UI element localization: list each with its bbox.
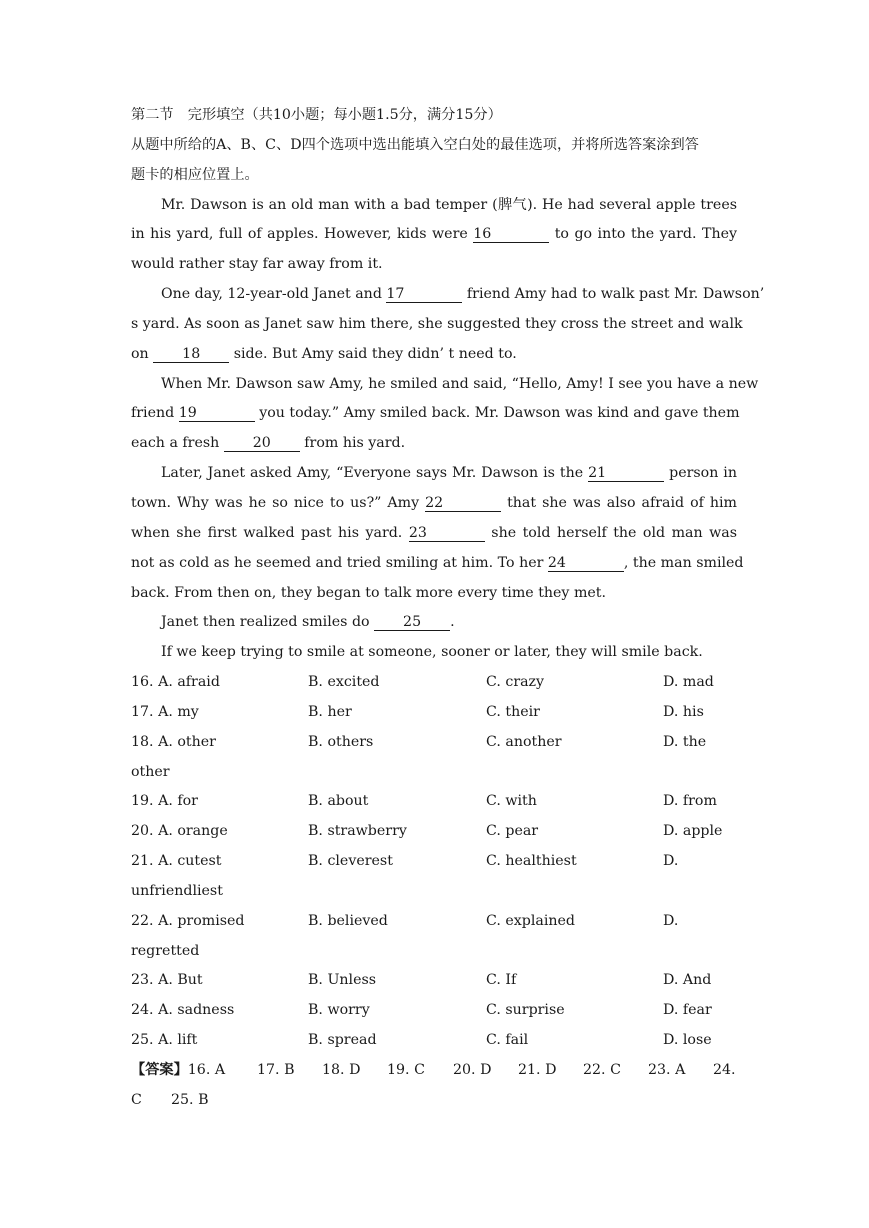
answer-item: 20. D xyxy=(453,1062,492,1078)
question-row xyxy=(131,847,737,877)
option-wrap: other xyxy=(131,763,170,780)
option-b: B. spread xyxy=(308,1032,377,1049)
passage-line: Mr. Dawson is an old man with a bad temper (脾气). He had several apple trees xyxy=(161,196,737,213)
blank-23: 23 xyxy=(409,525,485,542)
question-row xyxy=(131,966,737,996)
option-c: C. another xyxy=(486,733,562,750)
question-row xyxy=(131,817,737,847)
passage-line: each a fresh 20 from his yard. xyxy=(131,435,406,452)
answer-label: 【答案】 xyxy=(131,1062,188,1078)
option-wrap: unfriendliest xyxy=(131,882,223,899)
answer-item: 18. D xyxy=(322,1062,361,1078)
answer-item: C xyxy=(131,1091,142,1108)
answer-item: 21. D xyxy=(518,1062,557,1078)
question-row xyxy=(131,787,737,817)
passage-line: on 18 side. But Amy said they didn’ t need to. xyxy=(131,345,517,362)
question-row xyxy=(131,1026,737,1056)
option-d: D. from xyxy=(663,793,717,810)
answer-item: 25. B xyxy=(171,1091,209,1108)
option-a: 23. A. But xyxy=(131,972,203,989)
option-d: D. And xyxy=(663,972,712,989)
option-c: C. explained xyxy=(486,912,575,929)
passage-line: would rather stay far away from it. xyxy=(131,256,383,273)
option-b: B. worry xyxy=(308,1002,370,1019)
option-a: 25. A. lift xyxy=(131,1032,198,1049)
option-a: 20. A. orange xyxy=(131,823,228,840)
question-row xyxy=(131,907,737,937)
answer-line-1 xyxy=(131,1056,737,1086)
option-c: C. pear xyxy=(486,823,539,840)
instructions-line-1: 从题中所给的A、B、C、D四个选项中选出能填入空白处的最佳选项，并将所选答案涂到答 xyxy=(131,136,699,153)
blank-24: 24 xyxy=(548,555,624,572)
option-c: C. fail xyxy=(486,1032,529,1049)
blank-18: 18 xyxy=(153,346,229,363)
answer-item: 17. B xyxy=(257,1062,295,1078)
option-b: B. cleverest xyxy=(308,853,393,870)
passage-line: Janet then realized smiles do 25 . xyxy=(161,614,455,631)
blank-17: 17 xyxy=(386,286,462,303)
passage-line: in his yard, full of apples. However, kids were 16 to go into the yard. They xyxy=(131,226,738,243)
document-page xyxy=(131,101,765,1116)
option-d: D. apple xyxy=(663,823,723,840)
option-b: B. her xyxy=(308,703,352,720)
section-title: 第二节 完形填空（共10小题；每小题1.5分，满分15分） xyxy=(131,107,502,123)
blank-19: 19 xyxy=(179,405,255,422)
answer-item: 23. A xyxy=(648,1062,686,1078)
passage-line: s yard. As soon as Janet saw him there, she suggested they cross the street and walk xyxy=(131,315,743,332)
option-c: C. healthiest xyxy=(486,853,577,870)
option-d: D. lose xyxy=(663,1032,712,1049)
option-a: 19. A. for xyxy=(131,793,198,810)
question-row xyxy=(131,996,737,1026)
passage-line: friend 19 you today.” Amy smiled back. Mr. Dawson was kind and gave them xyxy=(131,405,740,422)
option-c: C. their xyxy=(486,703,540,720)
passage-line: When Mr. Dawson saw Amy, he smiled and said, “Hello, Amy! I see you have a new xyxy=(161,375,759,392)
option-d: D. his xyxy=(663,703,704,720)
option-a: 17. A. my xyxy=(131,703,199,720)
option-c: C. crazy xyxy=(486,674,545,691)
passage-line: If we keep trying to smile at someone, sooner or later, they will smile back. xyxy=(161,644,703,661)
question-row xyxy=(131,728,737,758)
option-c: C. If xyxy=(486,972,517,989)
question-list xyxy=(131,668,737,1056)
answer-line-2 xyxy=(131,1086,737,1116)
option-d: D. fear xyxy=(663,1002,712,1019)
option-d: D. the xyxy=(663,733,707,750)
passage-line: not as cold as he seemed and tried smiling at him. To her 24 , the man smiled xyxy=(131,554,744,571)
passage-line: One day, 12-year-old Janet and 17 friend Amy had to walk past Mr. Dawson’ xyxy=(161,286,765,303)
blank-16: 16 xyxy=(473,226,549,243)
option-a: 22. A. promised xyxy=(131,912,245,929)
option-a: 16. A. afraid xyxy=(131,674,220,691)
question-row xyxy=(131,698,737,728)
option-a: 18. A. other xyxy=(131,733,216,750)
option-wrap: regretted xyxy=(131,942,200,959)
option-a: 21. A. cutest xyxy=(131,853,222,870)
answer-item: 19. C xyxy=(387,1062,425,1078)
passage-line: Later, Janet asked Amy, “Everyone says Mr. Dawson is the 21 person in xyxy=(161,465,737,482)
passage-line: when she first walked past his yard. 23 she told herself the old man was xyxy=(131,524,738,541)
option-b: B. excited xyxy=(308,674,380,691)
option-b: B. Unless xyxy=(308,972,377,989)
instructions-line-2: 题卡的相应位置上。 xyxy=(131,166,259,183)
option-b: B. others xyxy=(308,733,374,750)
blank-20: 20 xyxy=(224,435,300,452)
option-b: B. strawberry xyxy=(308,823,407,840)
answer-item: 16. A xyxy=(187,1062,226,1078)
option-c: C. with xyxy=(486,793,537,810)
option-b: B. believed xyxy=(308,912,388,929)
option-d: D. xyxy=(663,853,679,870)
answer-item: 22. C xyxy=(583,1062,621,1078)
option-a: 24. A. sadness xyxy=(131,1002,235,1019)
blank-25: 25 xyxy=(374,614,450,631)
answer-item: 24. xyxy=(713,1062,736,1078)
option-d: D. mad xyxy=(663,674,714,691)
option-c: C. surprise xyxy=(486,1002,565,1019)
passage-line: town. Why was he so nice to us?” Amy 22 that she was also afraid of him xyxy=(131,494,737,511)
option-d: D. xyxy=(663,912,679,929)
question-row xyxy=(131,668,737,698)
blank-21: 21 xyxy=(588,465,664,482)
blank-22: 22 xyxy=(425,495,501,512)
passage-line: back. From then on, they began to talk more every time they met. xyxy=(131,584,607,601)
option-b: B. about xyxy=(308,793,369,810)
